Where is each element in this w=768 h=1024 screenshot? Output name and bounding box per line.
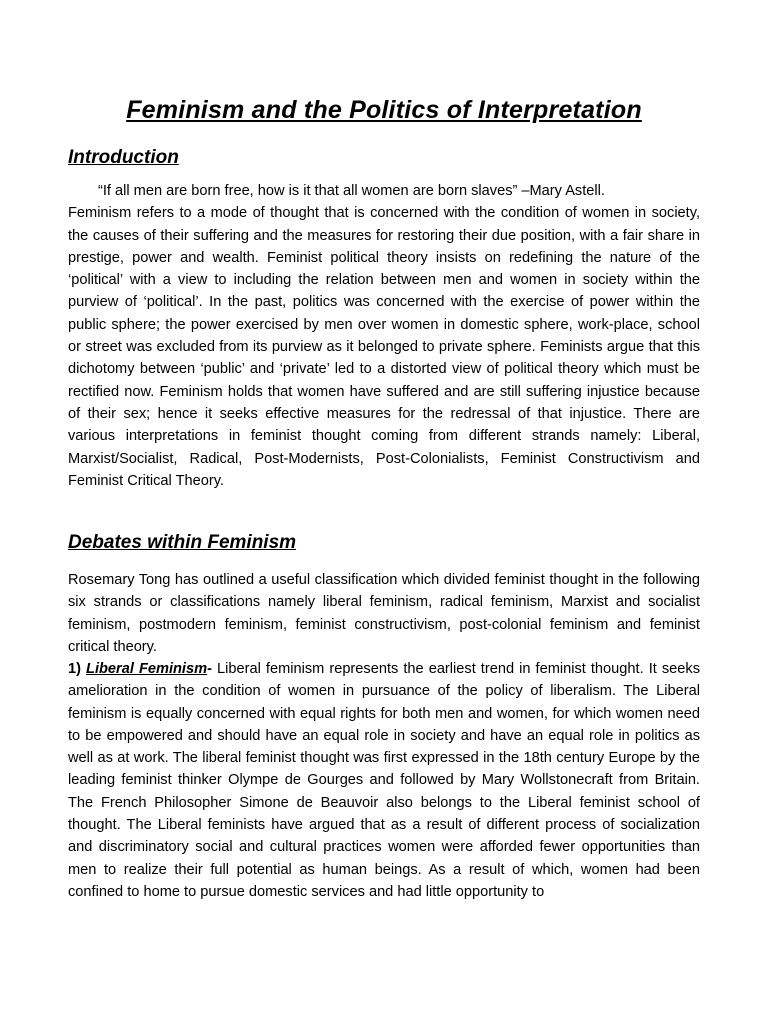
liberal-feminism-dash: -	[207, 661, 212, 677]
liberal-feminism-paragraph	[68, 658, 700, 903]
debates-paragraph: Rosemary Tong has outlined a useful classification which divided feminist thought in the following six strands or classifications namely liberal feminism, radical feminism, Marxist and socialist feminism, postmodern feminism, feminist constructivism, post-colonial feminism and feminist critical theory.	[68, 572, 700, 655]
introduction-heading: Introduction	[68, 147, 179, 168]
introduction-body: Feminism refers to a mode of thought that is concerned with the condition of women in society, the causes of their suffering and the measures for restoring their due position, with a fair share in prestige, power and wealth. Feminist political theory insists on redefining the nature of the ‘political’ with a view to including the relation between men and women in society within the purview of ‘political’. In the past, politics was concerned with the exercise of power within the public sphere; the power exercised by men over women in domestic sphere, work-place, school or street was excluded from its purview as it belonged to private sphere. Feminists argue that this dichotomy between ‘public’ and ‘private’ led to a distorted view of political theory which must be rectified now. Feminism holds that women have suffered and are still suffering injustice because of their sex; hence it seeks effective measures for the redressal of that injustice. There are various interpretations in feminist thought coming from different strands namely: Liberal, Marxist/Socialist, Radical, Post-Modernists, Post-Colonialists, Feminist Constructivism and Feminist Critical Theory.	[68, 205, 700, 489]
astell-quote: “If all men are born free, how is it that all women are born slaves” –Mary Astell.	[98, 183, 605, 199]
liberal-feminism-number: 1)	[68, 661, 81, 677]
document-title: Feminism and the Politics of Interpretation	[126, 96, 642, 124]
liberal-feminism-first-line: Liberal feminism represents the earliest trend in feminist thought.	[217, 661, 644, 677]
liberal-feminism-label: Liberal Feminism	[86, 661, 208, 677]
liberal-feminism-body: The Liberal feminism is equally concerned with equal rights for both men and women, for which women need to be empowered and should have an equal role in society and have an equal role in politics as well as at work. The liberal feminist thought was first expressed in the 18th century Europe by the leading feminist thinker Olympe de Gourges and followed by Mary Wollstonecraft from Britain. The French Philosopher Simone de Beauvoir also belongs to the Liberal feminist school of thought. The Liberal feminists have argued that as a result of different process of socialization and discriminatory social and cultural practices women were afforded fewer opportunities than men to realize their full potential as human beings. As a result of which, women had been confined to home to pursue domestic services and had little opportunity to	[68, 683, 700, 900]
liberal-feminism-second-line: It seeks amelioration in the condition of women in pursuance of the policy of liberalism.	[68, 661, 700, 700]
debates-heading: Debates within Feminism	[68, 532, 297, 553]
introduction-paragraph	[68, 180, 700, 492]
